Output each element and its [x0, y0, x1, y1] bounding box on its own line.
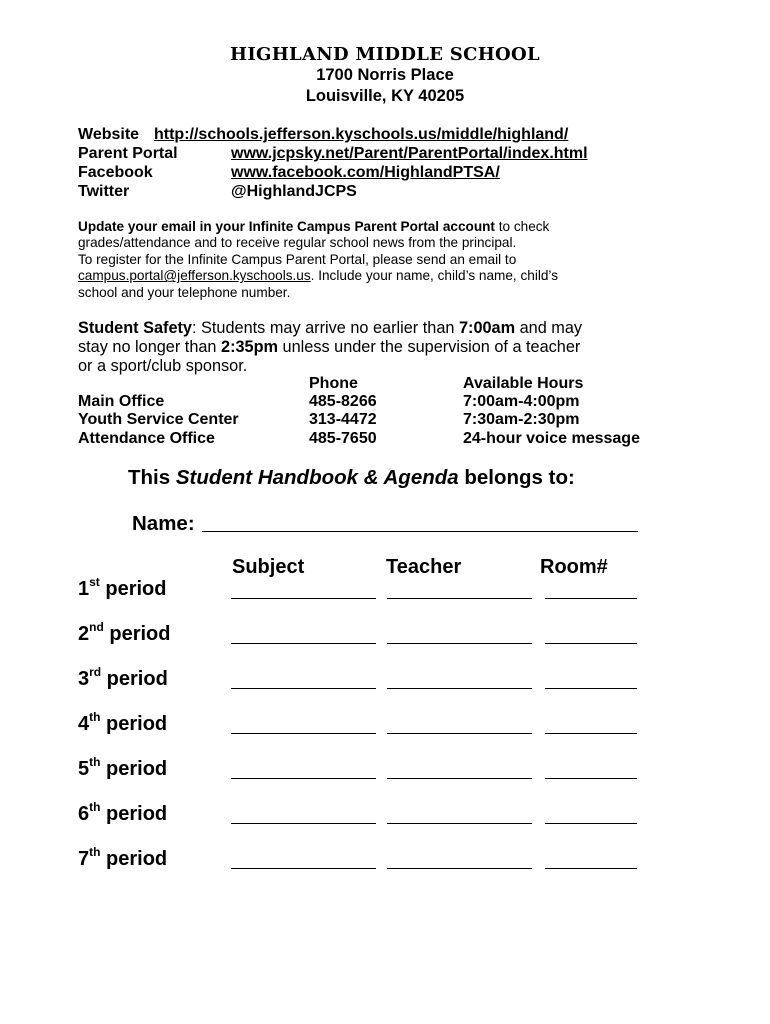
- twitter-label: Twitter: [78, 183, 130, 200]
- name-field-line[interactable]: [202, 531, 638, 532]
- email-notice-rest1: to check: [494, 219, 550, 234]
- email-notice-line3: To register for the Infinite Campus Parent Portal, please send an email to: [78, 251, 517, 267]
- room-line[interactable]: [545, 868, 637, 869]
- period-label: 2nd period: [78, 620, 171, 645]
- safety-text-3: stay no longer than: [78, 338, 222, 356]
- address-line-1: 1700 Norris Place: [316, 66, 454, 84]
- period-label: 6th period: [78, 800, 168, 825]
- facebook-label: Facebook: [78, 164, 153, 181]
- safety-arrival-time: 7:00am: [458, 319, 516, 337]
- period-label: 7th period: [78, 845, 168, 870]
- period-label: 1st period: [78, 575, 167, 600]
- subject-header: Subject: [232, 556, 305, 578]
- website-label: Website: [78, 126, 140, 143]
- school-name: HIGHLAND MIDDLE SCHOOL: [230, 44, 540, 65]
- room-header: Room#: [540, 556, 608, 578]
- student-safety: [78, 319, 582, 376]
- room-line[interactable]: [545, 643, 637, 644]
- period-label: 3rd period: [78, 665, 168, 690]
- contact-phone: 485-8266: [309, 393, 377, 410]
- teacher-line[interactable]: [387, 733, 532, 734]
- safety-text-1: : Students may arrive no earlier than: [192, 319, 459, 337]
- period-label: 5th period: [78, 755, 168, 780]
- room-line[interactable]: [545, 823, 637, 824]
- subject-line[interactable]: [231, 598, 376, 599]
- campus-portal-email-link[interactable]: campus.portal@jefferson.kyschools.us: [78, 268, 311, 284]
- safety-text-2: and may: [515, 319, 583, 337]
- safety-text-4: unless under the supervision of a teacher: [278, 338, 581, 356]
- ownership-post: belongs to:: [458, 466, 575, 489]
- parent-portal-label: Parent Portal: [78, 145, 178, 162]
- room-line[interactable]: [545, 598, 637, 599]
- email-notice-line2: grades/attendance and to receive regular school news from the principal.: [78, 235, 517, 251]
- subject-line[interactable]: [231, 733, 376, 734]
- period-label: 4th period: [78, 710, 168, 735]
- name-label: Name:: [132, 512, 195, 535]
- room-line[interactable]: [545, 778, 637, 779]
- teacher-line[interactable]: [387, 643, 532, 644]
- contact-name: Youth Service Center: [78, 411, 239, 428]
- hours-header: Available Hours: [463, 375, 584, 392]
- subject-line[interactable]: [231, 823, 376, 824]
- teacher-header: Teacher: [386, 556, 462, 578]
- twitter-handle: @HighlandJCPS: [231, 183, 357, 200]
- safety-label: Student Safety: [78, 319, 192, 337]
- parent-portal-link[interactable]: www.jcpsky.net/Parent/ParentPortal/index.html: [231, 145, 588, 162]
- subject-line[interactable]: [231, 778, 376, 779]
- ownership-heading: [128, 466, 575, 490]
- teacher-line[interactable]: [387, 598, 532, 599]
- room-line[interactable]: [545, 733, 637, 734]
- contact-hours: 24-hour voice message: [463, 430, 640, 447]
- teacher-line[interactable]: [387, 778, 532, 779]
- teacher-line[interactable]: [387, 868, 532, 869]
- phone-header: Phone: [309, 375, 358, 392]
- email-notice-bold: Update your email in your Infinite Campus Parent Portal account: [78, 219, 495, 234]
- contact-phone: 313-4472: [309, 411, 377, 428]
- email-notice-line5: school and your telephone number.: [78, 284, 291, 300]
- contact-hours: 7:30am-2:30pm: [463, 411, 580, 428]
- contact-name: Main Office: [78, 393, 165, 410]
- handbook-title: Student Handbook & Agenda: [175, 466, 459, 489]
- website-link[interactable]: http://schools.jefferson.kyschools.us/middle/highland/: [154, 126, 569, 143]
- subject-line[interactable]: [231, 688, 376, 689]
- email-notice: [78, 219, 558, 301]
- teacher-line[interactable]: [387, 688, 532, 689]
- facebook-link[interactable]: www.facebook.com/HighlandPTSA/: [231, 164, 500, 181]
- subject-line[interactable]: [231, 643, 376, 644]
- contact-name: Attendance Office: [78, 430, 215, 447]
- subject-line[interactable]: [231, 868, 376, 869]
- room-line[interactable]: [545, 688, 637, 689]
- ownership-pre: This: [128, 466, 176, 489]
- safety-departure-time: 2:35pm: [221, 338, 279, 356]
- safety-text-5: or a sport/club sponsor.: [78, 357, 248, 375]
- teacher-line[interactable]: [387, 823, 532, 824]
- address-line-2: Louisville, KY 40205: [305, 87, 465, 105]
- email-notice-rest4: . Include your name, child’s name, child’s: [310, 268, 559, 284]
- contact-hours: 7:00am-4:00pm: [463, 393, 580, 410]
- contact-phone: 485-7650: [309, 430, 377, 447]
